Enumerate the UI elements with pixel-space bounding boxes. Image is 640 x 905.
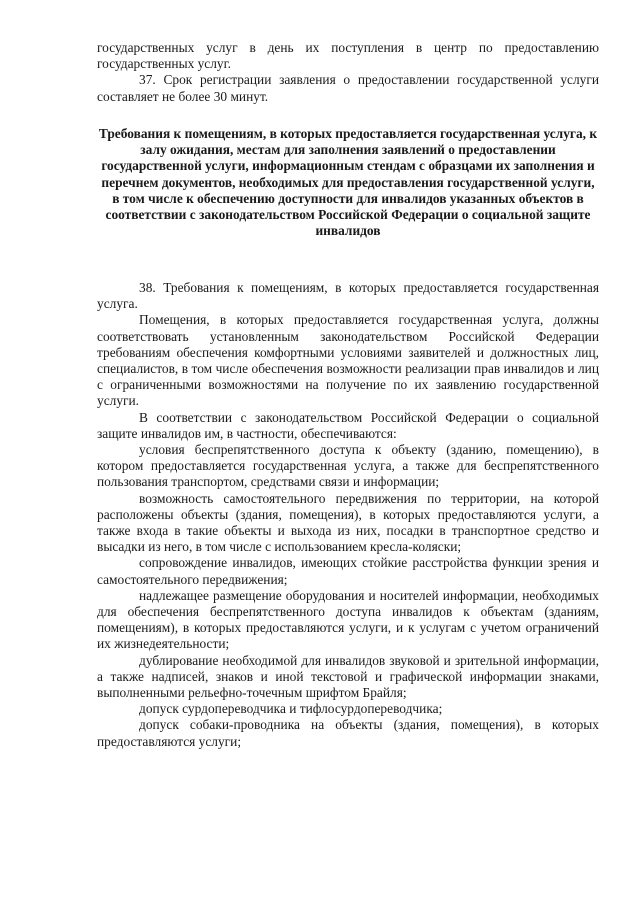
provision-guide-dog: допуск собаки-проводника на объекты (здания, помещения), в которых предоставляются услуги; (97, 717, 599, 749)
provision-escort: сопровождение инвалидов, имеющих стойкие расстройства функции зрения и самостоятельного передвижения; (97, 555, 599, 587)
provision-access: условия беспрепятственного доступа к объекту (зданию, помещению), в котором предоставляется государственная услуга, а также для беспрепятственного пользования транспортом, средствами связи и информации; (97, 442, 599, 490)
top-block (97, 40, 599, 105)
law-intro-paragraph: В соответствии с законодательством Российской Федерации о социальной защите инвалидов им, в частности, обеспечиваются: (97, 409, 599, 441)
carry-over-paragraph: государственных услуг в день их поступления в центр по предоставлению государственных услуг. (97, 40, 599, 72)
provision-interpreter: допуск сурдопереводчика и тифлосурдопереводчика; (139, 701, 443, 717)
provision-movement: возможность самостоятельного передвижения по территории, на которой расположены объекты (здания, помещения), в которых предоставляются услуги, а также входа в такие объекты и выхода из них, посадки в транспортное средство и высадки из него, в том числе с использованием кресла-коляски; (97, 490, 599, 555)
item-38-paragraph: 38. Требования к помещениям, в которых предоставляется государственная услуга. (97, 280, 599, 312)
provision-braille: дублирование необходимой для инвалидов звуковой и зрительной информации, а также надписей, знаков и иной текстовой и графической информации знаками, выполненными рельефно-точечным шрифтом Брайля; (97, 652, 599, 701)
provision-equipment: надлежащее размещение оборудования и носителей информации, необходимых для обеспечения беспрепятственного доступа инвалидов к объектам (зданиям, помещениям), в которых предоставляются услуги, и к услугам с учетом ограничений их жизнедеятельности; (97, 587, 599, 652)
section-heading: Требования к помещениям, в которых предоставляется государственная услуга, к залу ожидания, местам для заполнения заявлений о предоставлении государственной услуги, информационным стендам с образцами их заполнения и перечнем документов, необходимых для предоставления государственной услуги, в том числе к обеспечению доступности для инвалидов указанных объектов в соответствии с законодательством Российской Федерации о социальной защите инвалидов (98, 126, 598, 239)
premises-paragraph: Помещения, в которых предоставляется государственная услуга, должны соответствовать установленным законодательством Российской Федерации требованиям обеспечения комфортными условиями заявителей и должностных лиц, специалистов, в том числе обеспечения возможности реализации прав инвалидов и лиц с ограниченными возможностями на получение по их заявлению государственной услуги. (97, 312, 599, 409)
item-37-paragraph: 37. Срок регистрации заявления о предоставлении государственной услуги составляет не более 30 минут. (97, 72, 599, 104)
body-block (97, 280, 599, 750)
